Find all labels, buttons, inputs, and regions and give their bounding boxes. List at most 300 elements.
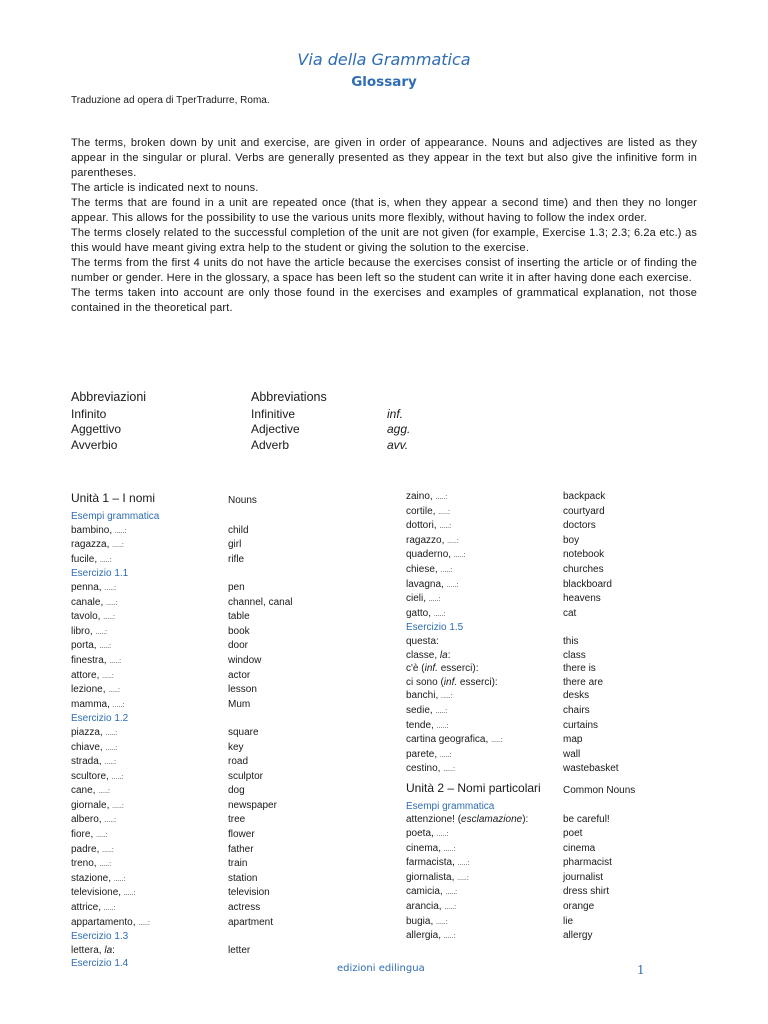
glossary-term [71, 916, 228, 931]
article-blank: .....: [99, 643, 112, 651]
glossary-entry [406, 689, 635, 704]
glossary-translation: dress shirt [563, 886, 610, 898]
glossary-entry [406, 649, 635, 663]
term-text: padre, [71, 843, 103, 855]
glossary-translation: window [228, 654, 262, 666]
glossary-left-column [71, 487, 293, 971]
abbreviations-header-english: Abbreviations [251, 390, 327, 404]
term-text: cartina geografica, [406, 734, 492, 746]
glossary-translation: newspaper [228, 799, 277, 811]
term-text: cane, [71, 785, 99, 797]
article-blank: .....: [99, 861, 112, 869]
glossary-translation: map [563, 734, 583, 746]
term-text: treno, [71, 858, 100, 870]
article-blank: .....: [445, 889, 458, 897]
glossary-term [71, 843, 228, 858]
glossary-entry [406, 534, 635, 549]
article-blank: .....: [436, 831, 449, 839]
glossary-term [406, 505, 563, 520]
abbreviation-row [71, 422, 410, 438]
glossary-translation: courtyard [563, 505, 605, 517]
term-text: attenzione! ( [406, 814, 462, 826]
translation-credit: Traduzione ad opera di TperTradurre, Roma. [71, 95, 270, 106]
glossary-translation: book [228, 625, 250, 637]
term-text: albero, [71, 814, 105, 826]
glossary-entry [71, 625, 293, 640]
glossary-entry [406, 490, 635, 505]
glossary-translation: door [228, 640, 249, 652]
term-text: televisione, [71, 887, 124, 899]
glossary-entry [71, 538, 293, 553]
term-text: quaderno, [406, 549, 454, 561]
glossary-entry [71, 901, 293, 916]
glossary-term [71, 828, 228, 843]
article-blank: .....: [112, 701, 125, 709]
term-suffix: esserci): [457, 676, 498, 688]
term-text: chiave, [71, 741, 106, 753]
glossary-entry [71, 813, 293, 828]
glossary-entry [406, 762, 635, 777]
unit-heading [71, 491, 293, 508]
term-text: giornale, [71, 799, 113, 811]
section-heading: Esercizio 1.1 [71, 568, 129, 580]
glossary-term [406, 733, 563, 748]
glossary-translation: wall [563, 748, 581, 760]
glossary-entry [406, 915, 635, 930]
glossary-entry [71, 669, 293, 684]
glossary-translation: apartment [228, 916, 274, 928]
term-text: banchi, [406, 690, 442, 702]
unit-heading [406, 781, 635, 798]
glossary-entry [406, 748, 635, 763]
glossary-entry [71, 843, 293, 858]
term-text: cestino, [406, 763, 444, 775]
article-blank: .....: [435, 707, 448, 715]
glossary-translation: class [563, 649, 586, 661]
glossary-translation: there are [563, 676, 604, 688]
glossary-right-column [406, 490, 635, 944]
publisher-name: edizioni edilingua [337, 963, 425, 974]
term-text: cinema, [406, 842, 444, 854]
glossary-entry [71, 755, 293, 770]
abbreviation-short: avv. [387, 437, 409, 452]
term-italic: la [104, 944, 113, 956]
glossary-term [71, 669, 228, 684]
glossary-translation: actress [228, 902, 261, 914]
glossary-translation: cinema [563, 842, 596, 854]
term-text: fiore, [71, 829, 97, 841]
glossary-term [71, 698, 228, 713]
glossary-term [71, 538, 228, 553]
glossary-entry [406, 871, 635, 886]
article-blank: .....: [428, 596, 441, 604]
glossary-term [71, 755, 228, 770]
glossary-translation: television [228, 887, 270, 899]
article-blank: .....: [99, 556, 112, 564]
glossary-translation: pharmacist [563, 857, 612, 869]
glossary-term [406, 649, 563, 663]
section-heading: Esempi grammatica [406, 800, 495, 812]
glossary-term [406, 592, 563, 607]
term-text: fucile, [71, 553, 100, 565]
term-suffix: : [447, 649, 451, 661]
glossary-term [406, 662, 563, 676]
term-text: tende, [406, 719, 437, 731]
glossary-translation: train [228, 858, 248, 870]
article-blank: .....: [443, 845, 456, 853]
term-text: scultore, [71, 770, 112, 782]
glossary-entry [71, 639, 293, 654]
term-text: cortile, [406, 505, 439, 517]
glossary-term [71, 872, 228, 887]
glossary-term [71, 857, 228, 872]
term-text: lezione, [71, 684, 109, 696]
glossary-entry [71, 784, 293, 799]
glossary-term [406, 563, 563, 578]
term-text: questa: [406, 635, 439, 647]
article-blank: .....: [441, 693, 453, 701]
glossary-term [71, 524, 228, 539]
abbreviations-header-italian: Abbreviazioni [71, 390, 147, 404]
article-blank: .....: [108, 687, 120, 695]
term-text: attrice, [71, 902, 104, 914]
article-blank: .....: [447, 537, 459, 545]
article-blank: .....: [436, 918, 448, 926]
abbreviation-short: agg. [387, 422, 411, 436]
glossary-term [406, 490, 563, 505]
glossary-term [71, 610, 228, 625]
glossary-term [406, 842, 563, 857]
glossary-entry [71, 610, 293, 625]
glossary-term [406, 607, 563, 622]
article-blank: .....: [103, 614, 115, 622]
article-blank: .....: [123, 890, 136, 898]
term-text: farmacista, [406, 857, 458, 869]
article-blank: .....: [96, 832, 108, 840]
abbreviations-header [71, 390, 410, 406]
glossary-translation: wastebasket [563, 763, 619, 775]
glossary-term [406, 929, 563, 944]
intro-text [71, 136, 697, 316]
term-italic: inf. [424, 663, 438, 675]
abbreviation-short: inf. [387, 406, 404, 421]
article-blank: .....: [436, 722, 449, 730]
glossary-term [406, 635, 563, 649]
glossary-term [71, 683, 228, 698]
abbreviations-table [71, 390, 410, 453]
glossary-translation: journalist [563, 871, 604, 883]
glossary-term [406, 519, 563, 534]
term-italic: la [439, 649, 448, 661]
glossary-term [406, 534, 563, 549]
glossary-translation: be careful! [563, 814, 610, 826]
section-heading: Esercizio 1.2 [71, 713, 129, 725]
term-text: penna, [71, 581, 105, 593]
glossary-entry [71, 596, 293, 611]
article-blank: .....: [102, 846, 114, 854]
term-text: lavagna, [406, 578, 447, 590]
article-blank: .....: [439, 523, 452, 531]
article-blank: .....: [114, 527, 127, 535]
glossary-entry [71, 886, 293, 901]
page-number: 1 [637, 963, 645, 977]
glossary-entry [406, 676, 635, 690]
glossary-translation: tree [228, 814, 246, 826]
glossary-translation: there is [563, 663, 596, 675]
glossary-term [406, 719, 563, 734]
term-text: stazione, [71, 872, 114, 884]
abbreviation-row [71, 407, 410, 423]
glossary-term [71, 901, 228, 916]
intro-paragraph: The terms closely related to the successful completion of the unit are not given (for example, Exercise 1.3; 2.3; 6.2a etc.) as this would have meant giving extra help to the student or giving the solution to the exercise. [71, 227, 697, 254]
glossary-term [71, 596, 228, 611]
glossary-translation: desks [563, 690, 590, 702]
glossary-entry [71, 524, 293, 539]
glossary-entry [71, 916, 293, 931]
glossary-entry [406, 929, 635, 944]
glossary-translation: dog [228, 785, 245, 797]
glossary-translation: boy [563, 534, 580, 546]
glossary-entry [406, 885, 635, 900]
glossary-term [71, 553, 228, 568]
glossary-term [406, 827, 563, 842]
glossary-translation: flower [228, 829, 255, 841]
glossary-term [406, 748, 563, 763]
term-text: libro, [71, 625, 96, 637]
term-text: ci sono ( [406, 676, 444, 688]
term-text: appartamento, [71, 916, 139, 928]
term-text: porta, [71, 640, 100, 652]
glossary-translation: poet [563, 828, 583, 840]
glossary-translation: channel, canal [228, 596, 293, 608]
intro-paragraph: The terms that are found in a unit are repeated once (that is, when they appear a second time) and then they no longer appear. This allows for the possibility to use the various units more flexibly, without having to follow the index order. [71, 197, 697, 224]
glossary-entry [71, 654, 293, 669]
glossary-translation: this [563, 635, 579, 647]
glossary-entry [406, 856, 635, 871]
article-blank: .....: [95, 628, 108, 636]
glossary-translation: chairs [563, 704, 590, 716]
article-blank: .....: [105, 729, 118, 737]
article-blank: .....: [138, 919, 150, 927]
article-blank: .....: [106, 599, 118, 607]
glossary-translation: churches [563, 563, 604, 575]
glossary-entry [71, 944, 293, 958]
term-text: bambino, [71, 524, 115, 536]
term-text: arancia, [406, 901, 445, 913]
glossary-entry [71, 581, 293, 596]
term-suffix: : [112, 944, 115, 956]
glossary-entry [71, 698, 293, 713]
glossary-translation: orange [563, 901, 595, 913]
intro-paragraph: The article is indicated next to nouns. [71, 182, 259, 194]
glossary-term [406, 704, 563, 719]
term-text: c'è ( [406, 663, 425, 675]
glossary-translation: girl [228, 539, 242, 551]
term-text: attore, [71, 669, 103, 681]
term-text: chiese, [406, 563, 441, 575]
glossary-term [406, 548, 563, 563]
glossary-translation: lie [563, 915, 574, 927]
article-blank: .....: [104, 584, 117, 592]
glossary-entry [406, 607, 635, 622]
glossary-translation: doctors [563, 520, 596, 532]
article-blank: .....: [103, 905, 116, 913]
glossary-entry [406, 900, 635, 915]
glossary-entry [406, 813, 635, 827]
document-subtitle: Glossary [351, 74, 417, 90]
glossary-term [406, 900, 563, 915]
glossary-entry [406, 719, 635, 734]
glossary-entry [71, 872, 293, 887]
glossary-translation: heavens [563, 593, 601, 605]
term-text: piazza, [71, 726, 106, 738]
glossary-entry [406, 519, 635, 534]
glossary-entry [71, 741, 293, 756]
glossary-entry [406, 592, 635, 607]
glossary-term [71, 625, 228, 640]
glossary-translation: letter [228, 944, 251, 956]
abbreviation-italian: Aggettivo [71, 422, 122, 436]
glossary-term [406, 676, 563, 690]
glossary-entry [406, 548, 635, 563]
glossary-entry [71, 683, 293, 698]
abbreviation-italian: Avverbio [71, 437, 118, 452]
glossary-term [406, 781, 563, 798]
term-text: finestra, [71, 654, 110, 666]
glossary-translation: lesson [228, 684, 257, 696]
intro-paragraph: The terms taken into account are only those found in the exercises and examples of grammatical explanation, not those contained in the theoretical part. [71, 287, 697, 314]
glossary-translation: notebook [563, 549, 605, 561]
glossary-translation: curtains [563, 719, 599, 731]
article-blank: .....: [112, 802, 124, 810]
section-heading: Esercizio 1.3 [71, 931, 129, 943]
glossary-translation: Nouns [228, 495, 257, 506]
glossary-entry [71, 553, 293, 568]
term-text: allergia, [406, 930, 444, 942]
article-blank: .....: [111, 773, 124, 781]
term-text: tavolo, [71, 611, 104, 623]
glossary-translation: actor [228, 669, 251, 681]
glossary-translation: cat [563, 607, 577, 619]
glossary-translation: key [228, 741, 244, 753]
term-text: lettera, [71, 944, 105, 956]
article-blank: .....: [104, 759, 117, 767]
term-text: Unità 2 – Nomi particolari [406, 780, 541, 795]
glossary-translation: table [228, 611, 250, 623]
term-text: cieli, [406, 593, 429, 605]
article-blank: .....: [444, 904, 457, 912]
term-text: strada, [71, 756, 105, 768]
glossary-term [406, 578, 563, 593]
glossary-translation: backpack [563, 491, 606, 502]
glossary-translation: square [228, 726, 259, 738]
glossary-term [71, 784, 228, 799]
glossary-entry [71, 726, 293, 741]
glossary-translation: station [228, 872, 258, 884]
article-blank: .....: [440, 566, 453, 574]
term-italic: inf. [443, 676, 458, 688]
article-blank: .....: [446, 581, 459, 589]
glossary-entry [406, 842, 635, 857]
abbreviation-italian: Infinito [71, 406, 107, 421]
term-text: mamma, [71, 698, 113, 710]
article-blank: .....: [102, 672, 114, 680]
term-suffix: ): [522, 814, 529, 826]
glossary-entry [71, 828, 293, 843]
glossary-translation: father [228, 843, 254, 855]
article-blank: .....: [105, 744, 118, 752]
article-blank: .....: [491, 737, 503, 745]
glossary-term [71, 639, 228, 654]
glossary-translation: Mum [228, 698, 251, 710]
intro-paragraph: The terms from the first 4 units do not have the article because the exercises consist of inserting the article or of finding the number or gender. Here in the glossary, a space has been left so the student can write it in after having done each exercise. [71, 257, 697, 284]
glossary-translation: allergy [563, 930, 593, 942]
glossary-term [71, 799, 228, 814]
term-text: poeta, [406, 828, 437, 840]
glossary-term [406, 856, 563, 871]
article-blank: .....: [457, 874, 469, 882]
glossary-term [406, 871, 563, 886]
glossary-entry [406, 662, 635, 676]
glossary-term [71, 741, 228, 756]
glossary-term [406, 915, 563, 930]
term-text: Unità 1 – I nomi [71, 491, 156, 505]
term-text: dottori, [406, 520, 440, 532]
term-text: canale, [71, 596, 107, 608]
term-italic: esclamazione [461, 814, 523, 826]
glossary-entry [71, 799, 293, 814]
glossary-translation: rifle [228, 553, 245, 565]
article-blank: .....: [113, 875, 126, 883]
abbreviation-row [71, 438, 410, 454]
term-text: sedie, [406, 704, 436, 716]
section-heading: Esercizio 1.5 [406, 622, 464, 634]
term-text: ragazza, [71, 539, 113, 551]
glossary-term [71, 813, 228, 828]
glossary-entry [71, 770, 293, 785]
glossary-entry [406, 635, 635, 649]
glossary-translation: sculptor [228, 770, 264, 782]
article-blank: .....: [439, 751, 452, 759]
glossary-translation: blackboard [563, 578, 612, 590]
term-text: zaino, [406, 491, 436, 502]
glossary-term [406, 689, 563, 704]
glossary-entry [406, 563, 635, 578]
term-text: gatto, [406, 607, 434, 619]
term-text: ragazzo, [406, 534, 448, 546]
term-text: giornalista, [406, 871, 458, 883]
abbreviation-english: Adjective [251, 422, 300, 436]
glossary-term [406, 762, 563, 777]
document-title: Via della Grammatica [297, 50, 471, 69]
article-blank: .....: [435, 494, 448, 501]
article-blank: .....: [443, 933, 456, 941]
glossary-entry [406, 704, 635, 719]
glossary-entry [406, 733, 635, 748]
glossary-term [71, 491, 228, 508]
article-blank: .....: [443, 766, 455, 774]
glossary-term [71, 770, 228, 785]
term-text: classe, [406, 649, 440, 661]
glossary-entry [71, 857, 293, 872]
glossary-translation: Common Nouns [563, 784, 636, 796]
section-heading: Esempi grammatica [71, 511, 160, 522]
intro-paragraph: The terms, broken down by unit and exercise, are given in order of appearance. Nouns and adjectives are listed as they appear in the singular or plural. Verbs are generally presented as they appear in the text but also give the infinitive form in parentheses. [71, 137, 697, 179]
article-blank: .....: [112, 542, 124, 550]
abbreviation-english: Infinitive [251, 406, 296, 421]
glossary-translation: child [228, 524, 249, 536]
glossary-term [71, 726, 228, 741]
